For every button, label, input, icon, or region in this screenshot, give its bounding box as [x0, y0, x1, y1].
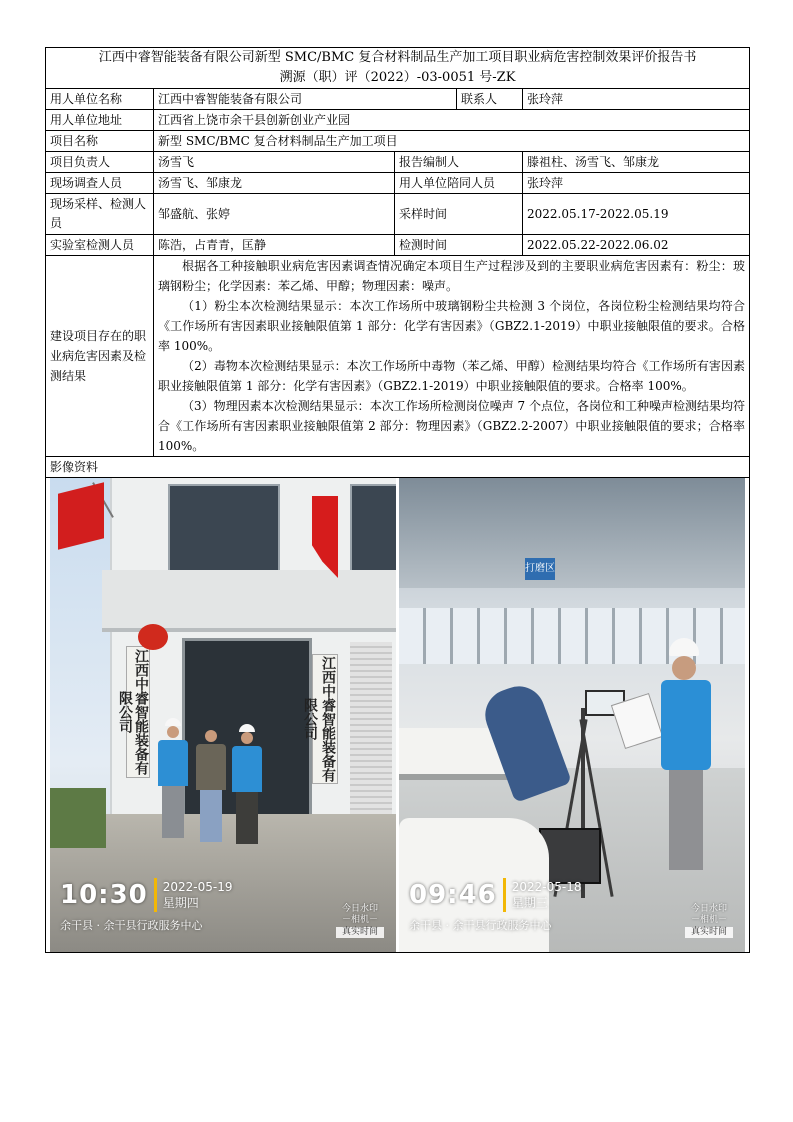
photo-watermark: [409, 878, 582, 936]
sampling-row: [46, 194, 750, 235]
project-value: 新型 SMC/BMC 复合材料制品生产加工项目: [154, 131, 750, 152]
leader-value: 汤雪飞: [154, 152, 395, 173]
author-label: 报告编制人: [395, 152, 523, 173]
photo-cell-2: [395, 478, 750, 953]
hazard-paragraph-1: 根据各工种接触职业病危害因素调查情况确定本项目生产过程涉及到的主要职业病危害因素有：粉尘：玻璃钢粉尘；化学因素：苯乙烯、甲醇；物理因素：噪声。: [158, 259, 746, 293]
test-time-value: 2022.05.22-2022.06.02: [523, 235, 750, 256]
area-sign: 打磨区: [525, 558, 555, 580]
person-employer-escort: [196, 730, 226, 842]
company-sign-left: 江西中睿智能装备有限公司: [126, 646, 150, 778]
watermark-location: 余干县 · 余干县行政服务中心: [409, 919, 552, 932]
watermark-weekday: 星期四: [162, 896, 199, 910]
sampling-value: 邹盛航、张婷: [154, 194, 395, 235]
report-title: [46, 48, 750, 89]
photo-entrance: [50, 478, 396, 952]
photos-row: [46, 478, 750, 953]
report-sheet: [45, 47, 749, 953]
employer-row: [46, 89, 750, 110]
images-label: 影像资料: [46, 457, 750, 478]
photo-watermark: [60, 878, 233, 936]
watermark-badge: [685, 904, 733, 938]
title-row: [46, 48, 750, 89]
watermark-badge: [336, 904, 384, 938]
hazard-label: 建设项目存在的职业病危害因素及检测结果: [46, 256, 154, 457]
watermark-badge-line: 今日水印: [341, 904, 378, 914]
hazard-paragraph-2: （1）粉尘本次检测结果显示：本次工作场所中玻璃钢粉尘共检测 3 个岗位，各岗位粉尘检测结果均符合《工作场所有害因素职业接触限值第 1 部分：化学有害因素》（GBZ2.1-2019）中职业接触限值的要求。合格率 100%。: [158, 299, 746, 353]
hazard-row: [46, 256, 750, 457]
workshop-ceiling: [399, 478, 745, 588]
photo-workshop: [399, 478, 745, 952]
employer-label: 用人单位名称: [46, 89, 154, 110]
watermark-badge-line: 真实时间: [336, 927, 384, 938]
photo-cell-1: [46, 478, 395, 953]
leader-label: 项目负责人: [46, 152, 154, 173]
window: [168, 484, 280, 572]
watermark-weekday: 星期三: [511, 896, 548, 910]
test-time-label: 检测时间: [395, 235, 523, 256]
escort-label: 用人单位陪同人员: [395, 173, 523, 194]
project-label: 项目名称: [46, 131, 154, 152]
sampling-time-value: 2022.05.17-2022.05.19: [523, 194, 750, 235]
person-inspector: [661, 638, 711, 878]
images-label-row: [46, 457, 750, 478]
window: [350, 484, 396, 572]
escort-value: 张玲萍: [523, 173, 750, 194]
contact-value: 张玲萍: [523, 89, 750, 110]
survey-value: 汤雪飞、邹康龙: [154, 173, 395, 194]
hazard-paragraph-4: （3）物理因素本次检测结果显示：本次工作场所检测岗位噪声 7 个点位，各岗位和工种噪声检测结果均符合《工作场所有害因素职业接触限值第 2 部分：物理因素》（GBZ2.2-2007）中职业接触限值的要求；合格率 100%。: [158, 399, 746, 453]
person-inspector: [158, 718, 188, 838]
watermark-time: 09:46: [409, 880, 497, 910]
grass: [50, 788, 106, 848]
title-line-2: 溯源（职）评（2022）-03-0051 号-ZK: [279, 70, 516, 85]
rolling-shutter: [350, 642, 392, 814]
hazard-paragraph-3: （2）毒物本次检测结果显示：本次工作场所中毒物（苯乙烯、甲醇）检测结果均符合《工作场所有害因素职业接触限值第 1 部分：化学有害因素》（GBZ2.1-2019）中职业接触限值的要求。合格率 100%。: [158, 359, 746, 393]
lab-row: [46, 235, 750, 256]
red-lantern: [138, 624, 168, 650]
report-table: [45, 47, 750, 953]
entrance-canopy: [102, 570, 396, 632]
watermark-badge-line: －相机－: [341, 915, 378, 925]
company-sign-right: 江西中睿智能装备有限公司: [302, 656, 336, 782]
title-line-1: 江西中睿智能装备有限公司新型 SMC/BMC 复合材料制品生产加工项目职业病危害控制效果评价报告书: [98, 50, 697, 65]
leader-row: [46, 152, 750, 173]
survey-row: [46, 173, 750, 194]
watermark-date: 2022-05-18: [511, 880, 582, 894]
person-inspector: [232, 724, 262, 844]
sampling-label: 现场采样、检测人员: [46, 194, 154, 235]
author-value: 滕祖柱、汤雪飞、邹康龙: [523, 152, 750, 173]
watermark-date: 2022-05-19: [162, 880, 233, 894]
lab-label: 实验室检测人员: [46, 235, 154, 256]
watermark-badge-line: －相机－: [690, 915, 727, 925]
sampling-time-label: 采样时间: [395, 194, 523, 235]
lab-value: 陈浩，占青青，匡静: [154, 235, 395, 256]
watermark-badge-line: 今日水印: [690, 904, 727, 914]
employer-value: 江西中睿智能装备有限公司: [154, 89, 457, 110]
red-flag: [58, 482, 104, 549]
address-label: 用人单位地址: [46, 110, 154, 131]
watermark-time: 10:30: [60, 880, 148, 910]
contact-label: 联系人: [457, 89, 523, 110]
watermark-location: 余干县 · 余干县行政服务中心: [60, 919, 203, 932]
hazard-results: [154, 256, 750, 457]
survey-label: 现场调查人员: [46, 173, 154, 194]
address-value: 江西省上饶市余干县创新创业产业园: [154, 110, 750, 131]
project-row: [46, 131, 750, 152]
address-row: [46, 110, 750, 131]
watermark-badge-line: 真实时间: [685, 927, 733, 938]
